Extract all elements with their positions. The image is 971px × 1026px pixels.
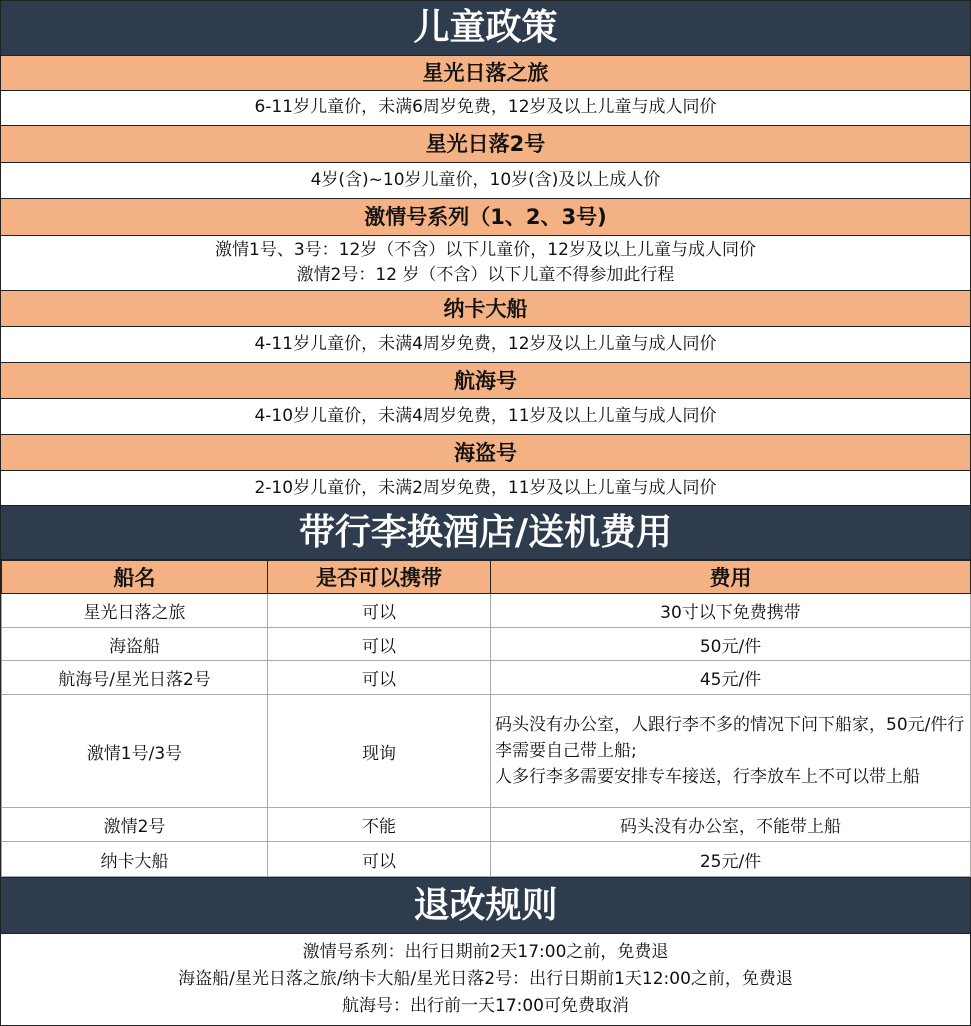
ship-cell: 海盗船 xyxy=(2,628,268,661)
policy-text: 6-11岁儿童价，未满6周岁免费，12岁及以上儿童与成人同价 xyxy=(1,91,970,126)
col-ship: 船名 xyxy=(2,561,268,594)
policy-text: 4-10岁儿童价，未满4周岁免费，11岁及以上儿童与成人同价 xyxy=(1,399,970,435)
ship-cell: 纳卡大船 xyxy=(2,842,268,877)
col-fee: 费用 xyxy=(491,561,971,594)
table-row xyxy=(2,842,971,877)
policy-text: 激情1号、3号：12岁（不含）以下儿童价，12岁及以上儿童与成人同价 激情2号：12 岁（不含）以下儿童不得参加此行程 xyxy=(1,236,970,291)
ship-cell: 激情1号/3号 xyxy=(2,695,268,808)
policy-ship-name: 星光日落2号 xyxy=(1,126,970,163)
refund-rules xyxy=(1,934,970,1026)
luggage-table xyxy=(1,560,971,877)
luggage-title: 带行李换酒店/送机费用 xyxy=(1,506,970,560)
col-allowed: 是否可以携带 xyxy=(268,561,491,594)
policy-text: 2-10岁儿童价，未满2周岁免费，11岁及以上儿童与成人同价 xyxy=(1,471,970,506)
refund-rule: 航海号：出行前一天17:00可免费取消 xyxy=(342,996,629,1016)
policy-ship-name: 海盗号 xyxy=(1,435,970,471)
table-row xyxy=(2,628,971,661)
policy-text: 4岁(含)~10岁儿童价，10岁(含)及以上成人价 xyxy=(1,163,970,199)
fee-cell: 25元/件 xyxy=(491,842,971,877)
policy-ship-name: 激情号系列（1、2、3号) xyxy=(1,199,970,236)
table-header-row xyxy=(2,561,971,594)
refund-rule: 海盗船/星光日落之旅/纳卡大船/星光日落2号：出行日期前1天12:00之前，免费退 xyxy=(178,969,793,989)
ship-cell: 激情2号 xyxy=(2,808,268,842)
ship-cell: 航海号/星光日落2号 xyxy=(2,661,268,695)
refund-rule: 激情号系列：出行日期前2天17:00之前，免费退 xyxy=(302,942,669,962)
fee-cell: 30寸以下免费携带 xyxy=(491,594,971,628)
table-row xyxy=(2,661,971,695)
table-row xyxy=(2,695,971,808)
policy-text: 4-11岁儿童价，未满4周岁免费，12岁及以上儿童与成人同价 xyxy=(1,327,970,363)
policy-ship-name: 星光日落之旅 xyxy=(1,56,970,91)
allowed-cell: 可以 xyxy=(268,628,491,661)
allowed-cell: 不能 xyxy=(268,808,491,842)
refund-title: 退改规则 xyxy=(1,877,970,934)
ship-cell: 星光日落之旅 xyxy=(2,594,268,628)
table-row xyxy=(2,808,971,842)
child-policy-title: 儿童政策 xyxy=(1,1,970,56)
allowed-cell: 可以 xyxy=(268,594,491,628)
allowed-cell: 可以 xyxy=(268,842,491,877)
table-row xyxy=(2,594,971,628)
policy-ship-name: 航海号 xyxy=(1,363,970,399)
fee-cell: 50元/件 xyxy=(491,628,971,661)
allowed-cell: 现询 xyxy=(268,695,491,808)
fee-cell: 45元/件 xyxy=(491,661,971,695)
fee-cell: 码头没有办公室，不能带上船 xyxy=(491,808,971,842)
policy-ship-name: 纳卡大船 xyxy=(1,291,970,327)
fee-cell: 码头没有办公室，人跟行李不多的情况下问下船家，50元/件行李需要自己带上船; 人多行李多需要安排专车接送，行李放车上不可以带上船 xyxy=(491,695,971,808)
allowed-cell: 可以 xyxy=(268,661,491,695)
